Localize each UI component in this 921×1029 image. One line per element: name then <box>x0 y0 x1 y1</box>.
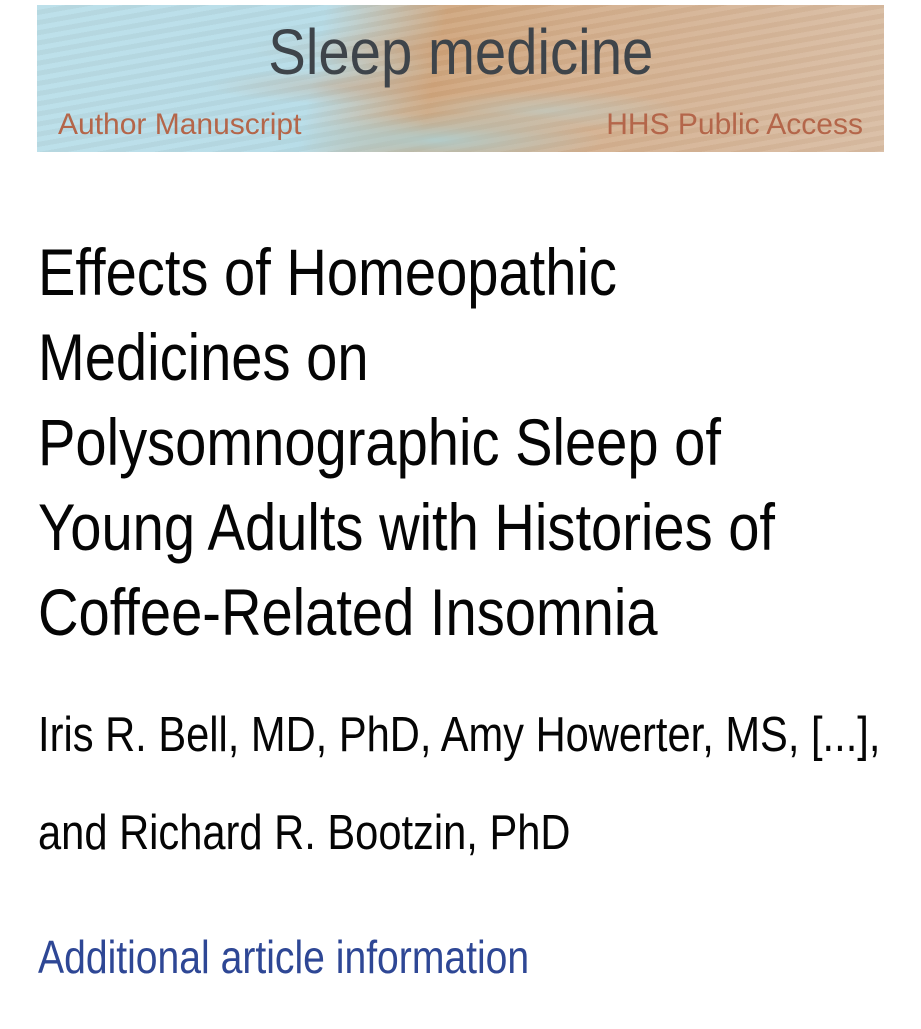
article-title <box>38 230 883 655</box>
author-line-1-text: Iris R. Bell, MD, PhD, Amy Howerter, MS, [...], <box>38 708 881 762</box>
author-manuscript-label: Author Manuscript <box>58 108 302 141</box>
article-header <box>0 230 921 983</box>
journal-banner-title <box>37 16 884 88</box>
article-title-line-text: Young Adults with Histories of <box>38 490 776 564</box>
article-title-line <box>38 485 883 570</box>
article-title-line <box>38 315 883 400</box>
author-list <box>38 705 883 863</box>
additional-article-information-link-text: Additional article information <box>38 931 530 983</box>
article-title-line-text: Coffee-Related Insomnia <box>38 575 658 649</box>
article-title-line <box>38 230 883 315</box>
additional-article-information-link[interactable] <box>38 931 616 983</box>
author-line-2-text: and Richard R. Bootzin, PhD <box>38 806 571 860</box>
additional-info-row <box>38 931 883 983</box>
author-line-1 <box>38 705 883 765</box>
journal-banner-labels <box>37 110 884 140</box>
article-title-line-text: Polysomnographic Sleep of <box>38 405 721 479</box>
journal-title-text: Sleep medicine <box>267 16 654 88</box>
article-title-line-text: Medicines on <box>38 320 369 394</box>
page <box>0 5 921 983</box>
article-title-line <box>38 570 883 655</box>
article-title-line <box>38 400 883 485</box>
hhs-public-access-label: HHS Public Access <box>606 108 863 141</box>
article-title-line-text: Effects of Homeopathic <box>38 235 617 309</box>
author-line-2 <box>38 803 883 863</box>
journal-banner <box>37 5 884 152</box>
